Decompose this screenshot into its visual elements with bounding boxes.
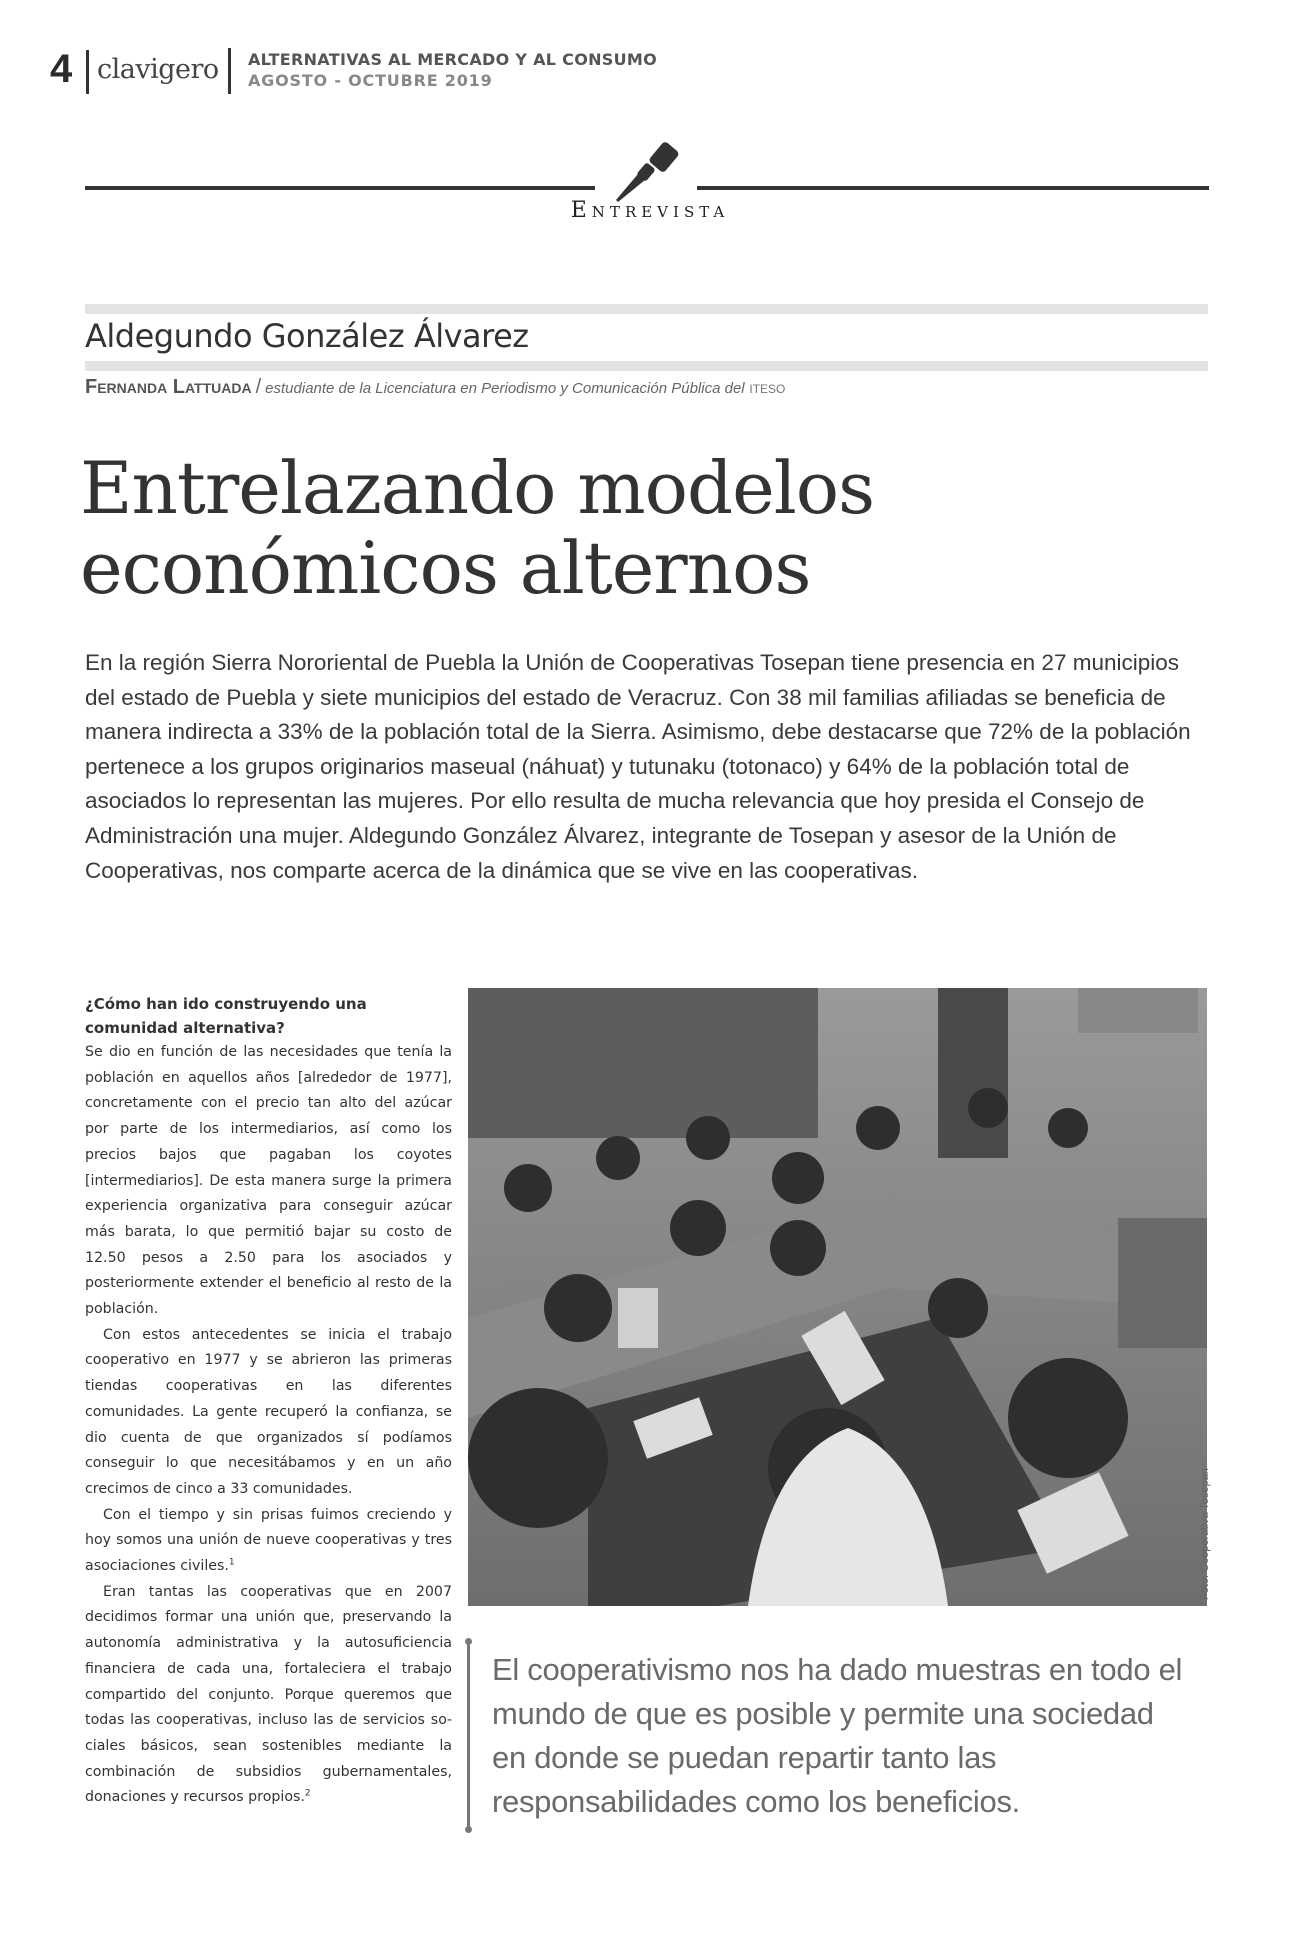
body-paragraph (85, 1580, 452, 1811)
body-paragraph (85, 1503, 452, 1580)
quote-bar-bottom-dot (465, 1826, 472, 1833)
body-column (85, 992, 452, 1811)
header-divider (228, 48, 231, 94)
header-divider (86, 50, 89, 94)
section-title: ALTERNATIVAS AL MERCADO Y AL CONSUMO (248, 50, 658, 69)
body-paragraph (85, 1323, 452, 1503)
lead-text: En la región Sierra Nororiental de Puebla la Unión de Cooperativas Tosepan tiene presencia en 27 municipios del estado de Puebla y siete municipios del estado de Veracruz. Con 38 mil familias afiliadas se beneficia de manera indirecta a 33% de la población total de la Sierra. Asimismo, debe destacarse que 72% de la población pertenece a los grupos originarios maseual (náhuat) y tutunaku (totonaco) y 64% de la población total de asociados lo representan las mujeres. Por ello resulta de mucha relevancia que hoy presida el Consejo de Administración una mujer. Aldegundo González Álvarez, integrante de Tosepan y asesor de la Unión de Cooperativas, nos comparte acerca de la dinámica que se vive en las cooperativas. (85, 650, 1191, 883)
author-institution: ITESO (749, 382, 786, 396)
headline (80, 448, 874, 608)
headline-line-1: Entrelazando modelos (80, 446, 875, 530)
section-rule-right (697, 186, 1209, 190)
microphone-icon (605, 140, 695, 202)
page-number: 4 (50, 47, 73, 91)
publication-logo: clavigero (97, 54, 219, 85)
footnote-ref[interactable]: 2 (304, 1788, 311, 1799)
byline (85, 376, 785, 400)
paragraph-text: Se dio en función de las necesidades que tenía la población en aquellos años [alrededor de 1977], concretamente con el precio tan alto del azúcar por parte de los intermediarios, así como los precios bajos que pagaban los coyotes [intermediarios]. De esta manera surge la primera experiencia organizativa para conseguir azúcar más barata, lo que permitió bajar su costo de 12.50 pesos a 2.50 para los asociados y posteriormente extender el beneficio al resto de la población. (85, 1044, 452, 1318)
photo-illustration (468, 988, 1207, 1606)
headline-line-2: económicos alternos (80, 526, 811, 610)
paragraph-text: Con estos antecedentes se inicia el trabajo cooperativo en 1977 y se abrieron las primeras tiendas cooperativas en las diferentes comunidades. La gente recuperó la confianza, se dio cuenta de que organizados sí podíamos conseguir lo que necesitábamos y en un año crecimos de cinco a 33 comunidades. (85, 1326, 452, 1497)
footnote-ref[interactable]: 1 (228, 1557, 235, 1568)
photo-credit: Foto: Cooperativa Tosepan (1199, 1468, 1211, 1600)
name-band-top (85, 304, 1208, 314)
interviewee-name: Aldegundo González Álvarez (85, 317, 529, 355)
interview-question: ¿Cómo han ido construyendo una comunidad alternativa? (85, 995, 367, 1037)
paragraph-text: Con el tiempo y sin prisas fuimos creciendo y hoy somos una unión de nueve cooperativas y tres asociaciones civiles. (85, 1506, 452, 1575)
pull-quote: El cooperativismo nos ha dado muestras en todo el mundo de que es posible y permite una sociedad en donde se puedan repartir tanto las responsabilidades como los beneficios. (492, 1652, 1183, 1819)
issue-date: AGOSTO - OCTUBRE 2019 (248, 71, 493, 90)
section-label: Entrevista (570, 198, 730, 223)
section-rule-left (85, 186, 595, 190)
author-description: estudiante de la Licenciatura en Periodismo y Comunicación Pública del (265, 380, 745, 397)
byline-separator: / (255, 376, 262, 398)
name-band-bottom (85, 361, 1208, 371)
quote-bar (467, 1641, 470, 1829)
paragraph-text: Eran tantas las cooperativas que en 2007 decidimos formar una unión que, preservando la autonomía administrativa y la autosuficiencia financiera de cada una, fortaleciera el trabajo compartido del conjunto. Porque queremos que todas las cooperativas, incluso las de servicios sociales básicos, sean sostenibles mediante la combinación de subsidios gubernamentales, donaciones y recursos propios. (85, 1583, 452, 1806)
author-name: Fernanda Lattuada (85, 376, 252, 398)
lead-paragraph (85, 646, 1215, 888)
body-paragraph (85, 1040, 452, 1323)
cooperative-meeting-photo (468, 988, 1207, 1606)
